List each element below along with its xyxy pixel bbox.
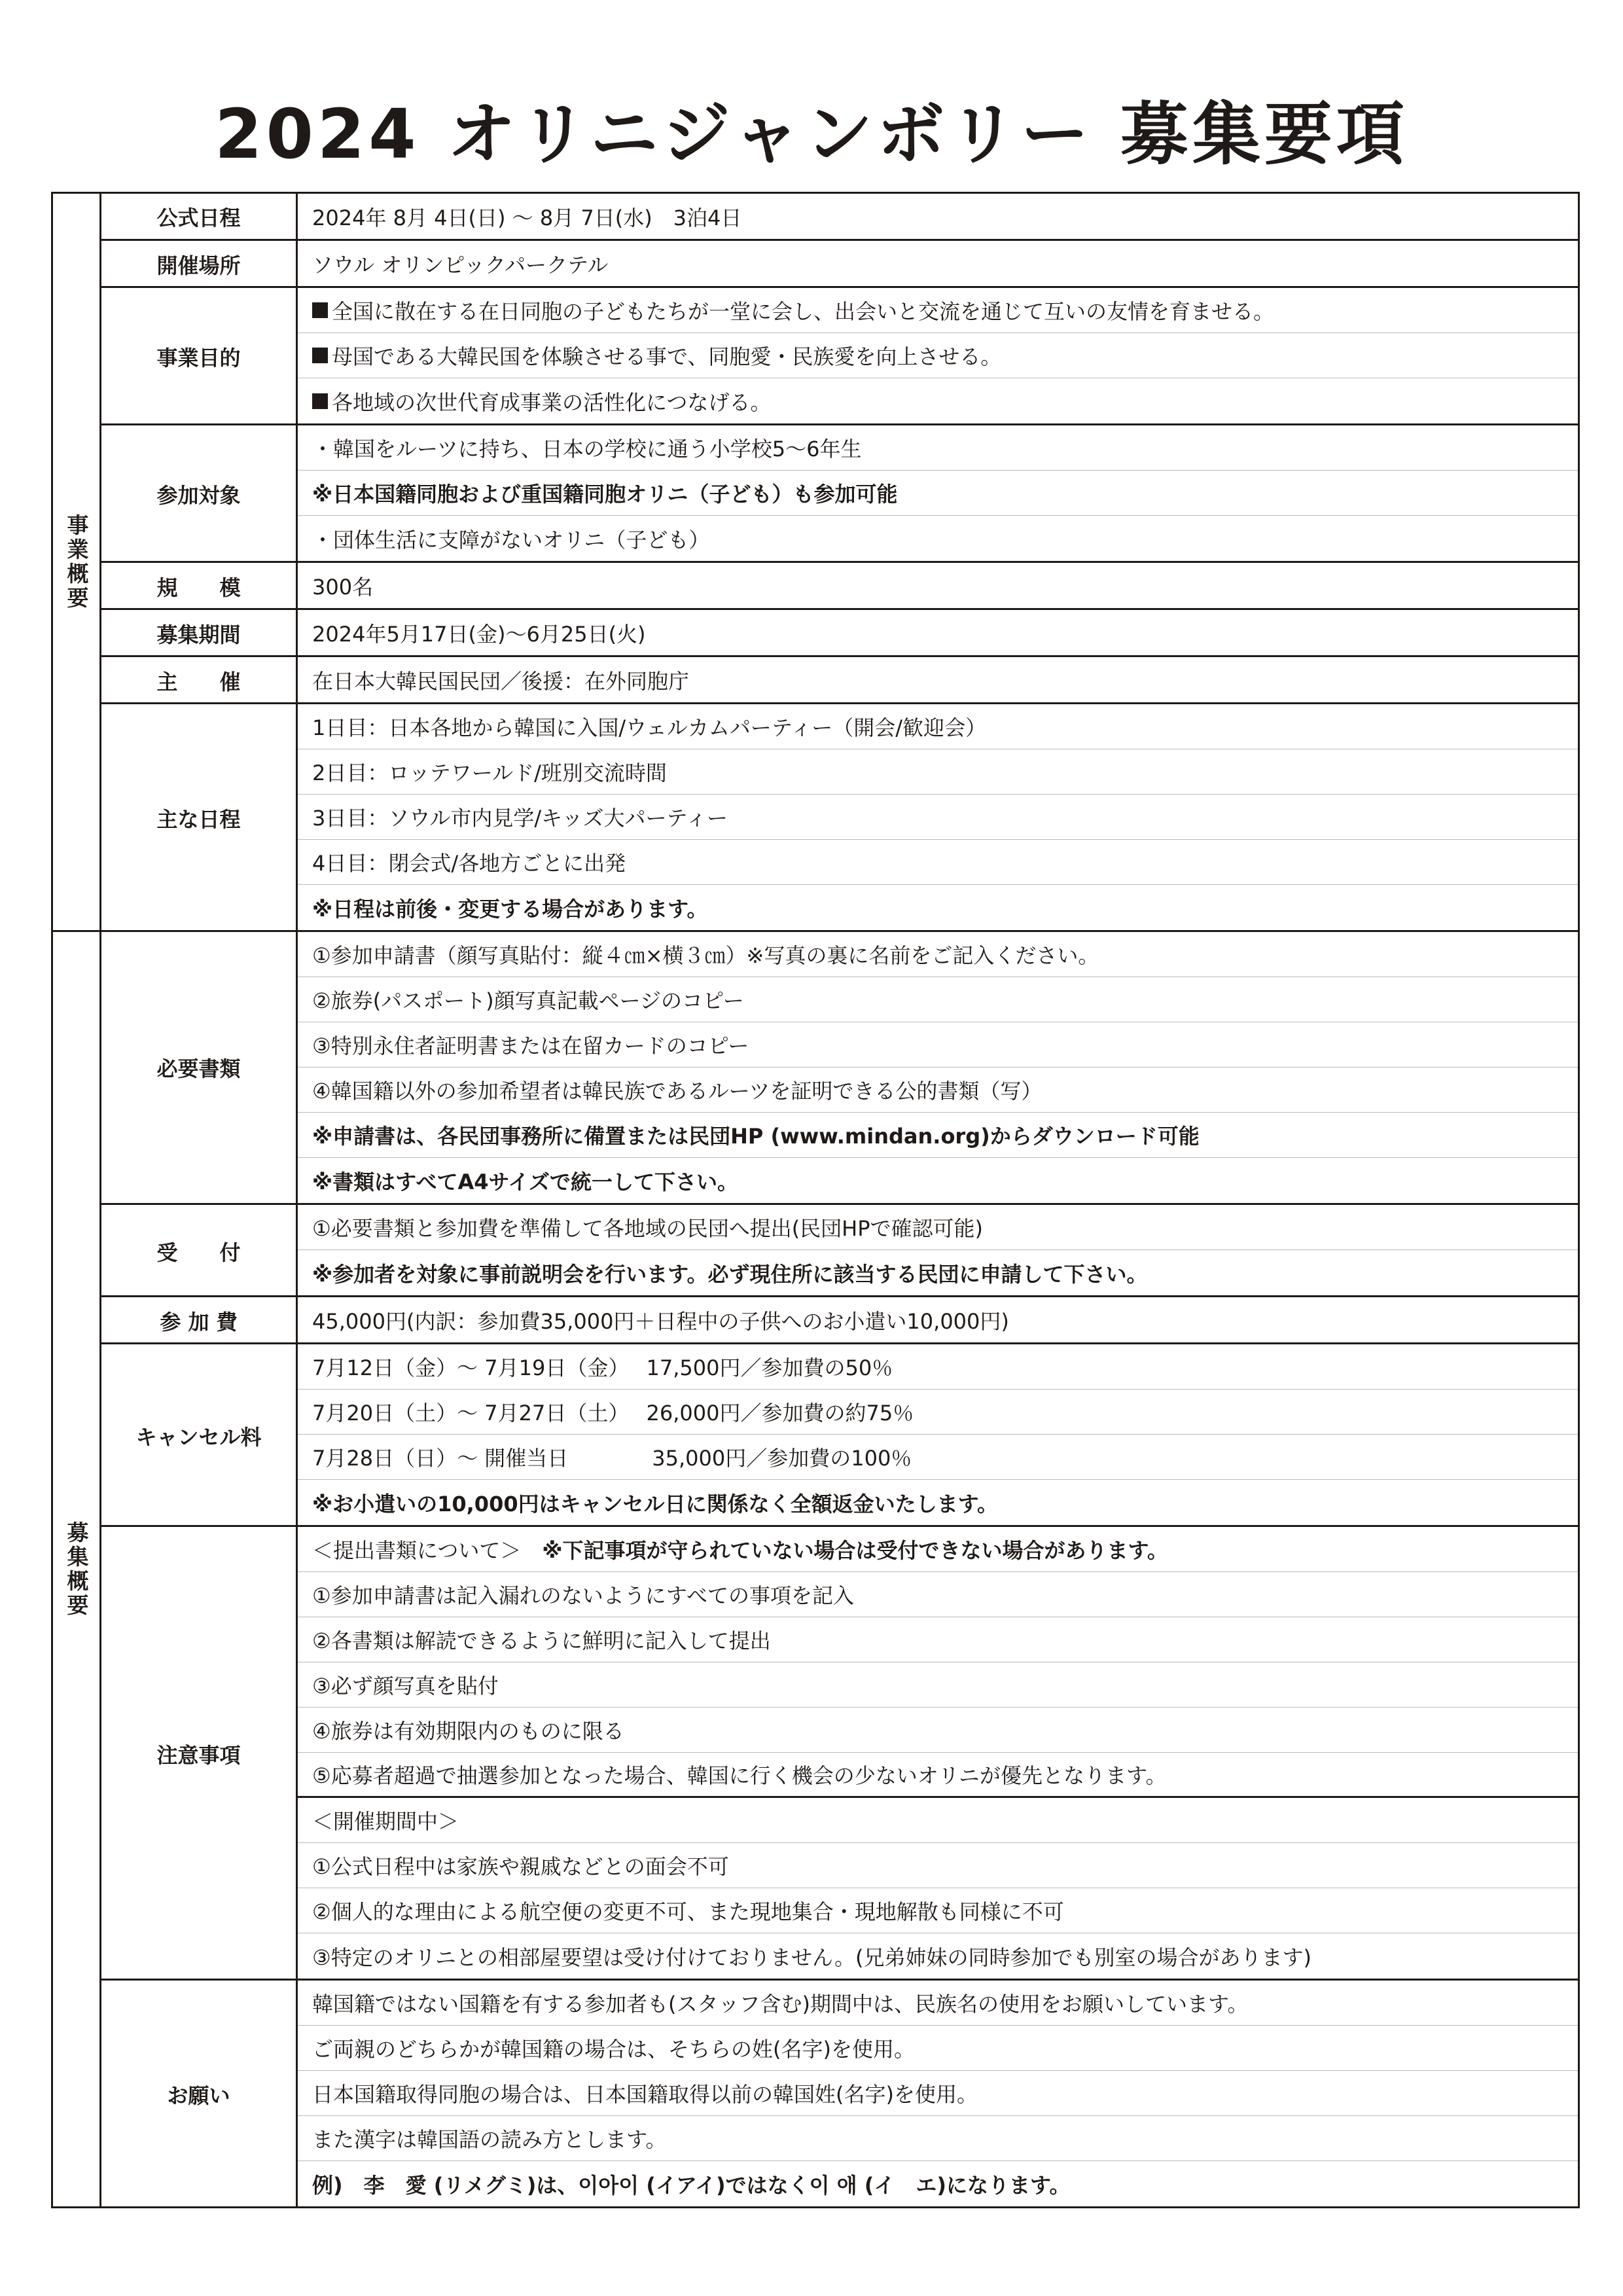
row-content [298, 1297, 1578, 1344]
line-text: 例) 李 愛 (リメグミ)は、이아이 (イアイ)ではなく이 애 (イ エ)になります。 [312, 2172, 1071, 2198]
line-text: 7月20日（土）～ 7月27日（土） 26,000円／参加費の約75％ [312, 1401, 914, 1426]
table-row-group [101, 1342, 1578, 1527]
content-line [298, 1480, 1578, 1525]
content-line [298, 657, 1578, 702]
content-line [298, 2116, 1578, 2161]
content-line [298, 1798, 1578, 1843]
line-text: ※参加者を対象に事前説明会を行います。必ず現住所に該当する民団に申請して下さい。 [312, 1261, 1148, 1287]
table-row-group [101, 655, 1578, 704]
table-row-group [101, 702, 1578, 932]
section-header [53, 194, 101, 930]
line-text: 2024年5月17日(金)～6月25日(火) [312, 621, 646, 647]
content-line [298, 425, 1578, 471]
table-row-group [101, 932, 1578, 1203]
content-line [298, 1888, 1578, 1933]
line-text: 1日目：日本各地から韓国に入国/ウェルカムパーティー（開会/歓迎会） [312, 715, 987, 740]
line-text: ご両親のどちらかが韓国籍の場合は、そちらの姓(名字)を使用。 [312, 2037, 915, 2062]
line-text: 日本国籍取得同胞の場合は、日本国籍取得以前の韓国姓(名字)を使用。 [312, 2082, 978, 2107]
row-content [298, 194, 1578, 239]
content-line [298, 704, 1578, 749]
section-label: 事業概要 [63, 513, 90, 611]
line-text: ※日本国籍同胞および重国籍同胞オリニ（子ども）も参加可能 [312, 482, 898, 507]
line-text: ③特別永住者証明書または在留カードのコピー [312, 1033, 749, 1058]
row-content [298, 1981, 1578, 2208]
row-label: 参加対象 [101, 425, 298, 563]
content-line [298, 1344, 1578, 1390]
line-text: ※申請書は、各民団事務所に備置または民団HP (www.mindan.org)からダウンロード可能 [312, 1124, 1200, 1149]
line-text: 母国である大韓民国を体験させる事で、同胞愛・民族愛を向上させる。 [332, 344, 1002, 369]
content-line [298, 2071, 1578, 2116]
line-text: ＜提出書類について＞ [312, 1538, 543, 1563]
content-line [298, 1527, 1578, 1572]
row-label: 参 加 費 [101, 1297, 298, 1344]
row-label: 主な日程 [101, 704, 298, 932]
line-text-emphasis: ※下記事項が守られていない場合は受付できない場合があります。 [542, 1538, 1168, 1563]
line-text: また漢字は韓国語の読み方とします。 [312, 2127, 667, 2152]
content-line [298, 333, 1578, 378]
row-label: 主 催 [101, 657, 298, 704]
row-content [298, 657, 1578, 704]
content-line [298, 1250, 1578, 1295]
line-text: ①必要書類と参加費を準備して各地域の民団へ提出(民団HPで確認可能) [312, 1216, 984, 1241]
content-line [298, 1067, 1578, 1113]
row-label: 注意事項 [101, 1527, 298, 1981]
content-line [298, 1753, 1578, 1798]
line-text: 45,000円(内訳：参加費35,000円＋日程中の子供へのお小遣い10,000円) [312, 1308, 1009, 1334]
content-line [298, 795, 1578, 840]
table-row-group [101, 194, 1578, 239]
guidelines-table [51, 192, 1580, 2208]
line-text: 3日目：ソウル市内見学/キッズ大パーティー [312, 806, 728, 831]
line-text: ①公式日程中は家族や親戚などとの面会不可 [312, 1854, 729, 1879]
line-text: ③特定のオリニとの相部屋要望は受け付けておりません。(兄弟姉妹の同時参加でも別室の場合があります) [312, 1945, 1311, 1970]
section-label: 募集概要 [63, 1520, 90, 1618]
line-text: ④旅券は有効期限内のものに限る [312, 1719, 624, 1744]
content-line [298, 1435, 1578, 1480]
row-content [298, 932, 1578, 1203]
line-text: ・韓国をルーツに持ち、日本の学校に通う小学校5～6年生 [312, 437, 862, 461]
table-row-group [101, 608, 1578, 657]
section-header [53, 932, 101, 2206]
content-line [298, 1205, 1578, 1250]
row-label: 事業目的 [101, 288, 298, 425]
line-text: ②個人的な理由による航空便の変更不可、また現地集合・現地解散も同様に不可 [312, 1899, 1064, 1924]
table-row-group [101, 286, 1578, 425]
content-line [298, 1390, 1578, 1435]
line-text: ⑤応募者超過で抽選参加となった場合、韓国に行く機会の少ないオリニが優先となります。 [312, 1763, 1167, 1788]
row-content [298, 610, 1578, 657]
square-bullet-icon [312, 348, 328, 363]
content-line [298, 932, 1578, 977]
content-line [298, 194, 1578, 239]
row-label: お願い [101, 1981, 298, 2208]
content-line [298, 471, 1578, 516]
line-text: 2日目：ロッテワールド/班別交流時間 [312, 761, 667, 785]
row-label: 公式日程 [101, 194, 298, 239]
row-content [298, 425, 1578, 563]
line-text: 各地域の次世代育成事業の活性化につなげる。 [332, 389, 772, 415]
table-row-group [101, 1525, 1578, 1981]
content-line [298, 1662, 1578, 1708]
line-text: 7月28日（日）～ 開催当日 35,000円／参加費の100％ [312, 1446, 912, 1471]
row-content [298, 704, 1578, 932]
content-line [298, 241, 1578, 286]
table-row-group [101, 1203, 1578, 1297]
line-text: ※日程は前後・変更する場合があります。 [312, 896, 708, 922]
row-label: 募集期間 [101, 610, 298, 657]
row-content [298, 1527, 1578, 1981]
content-line [298, 2161, 1578, 2206]
content-line [298, 1708, 1578, 1753]
square-bullet-icon [312, 393, 328, 409]
row-content [298, 241, 1578, 288]
content-line [298, 1933, 1578, 1979]
content-line [298, 2026, 1578, 2071]
line-text: ※お小遣いの10,000円はキャンセル日に関係なく全額返金いたします。 [312, 1491, 999, 1516]
content-line [298, 563, 1578, 608]
line-text: ＜開催期間中＞ [312, 1809, 459, 1834]
content-line [298, 1617, 1578, 1662]
content-line [298, 1158, 1578, 1203]
row-content [298, 1205, 1578, 1297]
line-text: 7月12日（金）～ 7月19日（金） 17,500円／参加費の50％ [312, 1355, 893, 1380]
content-line [298, 378, 1578, 423]
line-text: ※書類はすべてA4サイズで統一して下さい。 [312, 1169, 738, 1194]
row-content [298, 288, 1578, 425]
row-content [298, 563, 1578, 610]
line-text: ①参加申請書は記入漏れのないようにすべての事項を記入 [312, 1583, 855, 1608]
line-text: ①参加申請書（顔写真貼付：縦４㎝×横３㎝）※写真の裏に名前をご記入ください。 [312, 943, 1099, 968]
row-label: 必要書類 [101, 932, 298, 1203]
line-text: 300名 [312, 574, 374, 600]
table-row-group [101, 1295, 1578, 1344]
row-content [298, 1344, 1578, 1527]
line-text: ②旅券(パスポート)顔写真記載ページのコピー [312, 988, 744, 1013]
row-label: 開催場所 [101, 241, 298, 288]
line-text: ソウル オリンピックパークテル [312, 252, 609, 278]
row-label: キャンセル料 [101, 1344, 298, 1527]
table-row-group [101, 239, 1578, 288]
content-line [298, 610, 1578, 655]
content-line [298, 749, 1578, 795]
table-row-group [101, 1979, 1578, 2208]
content-line [298, 516, 1578, 561]
line-text: ④韓国籍以外の参加希望者は韓民族であるルーツを証明できる公的書類（写） [312, 1079, 1043, 1103]
table-row-group [101, 561, 1578, 610]
line-text: 全国に散在する在日同胞の子どもたちが一堂に会し、出会いと交流を通じて互いの友情を育ませる。 [332, 299, 1275, 324]
row-label: 規 模 [101, 563, 298, 610]
content-line [298, 288, 1578, 333]
content-line [298, 1572, 1578, 1617]
content-line [298, 1113, 1578, 1158]
line-text: 2024年 8月 4日(日) ～ 8月 7日(水) 3泊4日 [312, 205, 742, 230]
row-label: 受 付 [101, 1205, 298, 1297]
content-line [298, 885, 1578, 930]
content-line [298, 840, 1578, 885]
content-line [298, 1022, 1578, 1067]
line-text: 韓国籍ではない国籍を有する参加者も(スタッフ含む)期間中は、民族名の使用をお願いしています。 [312, 1992, 1249, 2017]
table-row-group [101, 423, 1578, 563]
page-title: 2024 オリニジャンボリー 募集要項 [215, 94, 1408, 174]
content-line [298, 1981, 1578, 2026]
line-text: 4日目：閉会式/各地方ごとに出発 [312, 851, 626, 876]
line-text: ・団体生活に支障がないオリニ（子ども） [312, 527, 710, 552]
line-text: ②各書類は解読できるように鮮明に記入して提出 [312, 1628, 771, 1653]
square-bullet-icon [312, 302, 328, 318]
content-line [298, 1297, 1578, 1342]
line-text: ③必ず顔写真を貼付 [312, 1674, 499, 1698]
content-line [298, 977, 1578, 1022]
line-text: 在日本大韓民国民団／後援：在外同胞庁 [312, 668, 690, 694]
content-line [298, 1843, 1578, 1888]
